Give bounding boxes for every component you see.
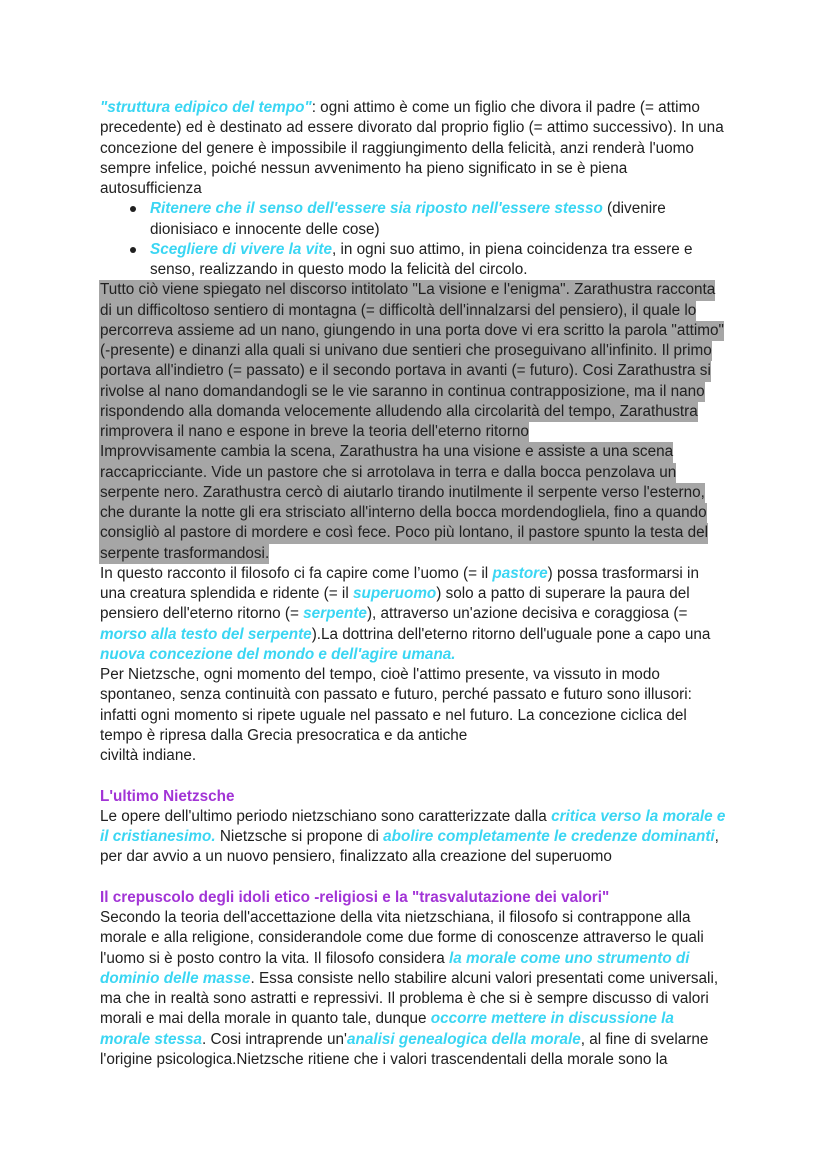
interpretation-line: [100, 625, 725, 645]
story-line: [100, 422, 725, 442]
highlighted-text: raccapricciante. Vide un pastore che si arrotolava in terra e dalla bocca penzolava un: [99, 463, 676, 483]
section-last-nietzsche: [100, 787, 725, 868]
story-line: [100, 402, 725, 422]
intro-paragraph: [100, 98, 725, 199]
bullet-icon: [130, 247, 136, 253]
section-line: [100, 969, 725, 989]
highlighted-text: Tutto ciò viene spiegato nel discorso intitolato "La visione e l'enigma". Zarathustra racconta: [99, 280, 715, 300]
bullet-continuation: dionisiaco e innocente delle cose): [150, 220, 380, 238]
highlighted-text: rivolse al nano domandandogli se le vie saranno in continua contrapposizione, ma il nano: [99, 382, 705, 402]
emphasis-text: morso alla testo del serpente: [100, 625, 312, 643]
intro-line: sempre infelice, poiché nessun avvenimento ha pieno significato in se è piena: [100, 159, 628, 177]
highlighted-text: rimprovera il nano e espone in breve la teoria dell'eterno ritorno: [99, 422, 529, 442]
emphasis-text: pastore: [492, 564, 548, 582]
text-segment: , al fine di svelarne: [580, 1030, 709, 1048]
highlighted-text: di un difficoltoso sentiero di montagna (= difficoltà dell'innalzarsi del pensiero), il quale lo: [99, 301, 696, 321]
bullet-icon: [130, 206, 136, 212]
intro-line: concezione del genere è impossibile il raggiungimento della felicità, anzi renderà l'uomo: [100, 139, 694, 157]
emphasis-text: il cristianesimo.: [100, 828, 216, 845]
emphasis-text: superuomo: [352, 585, 437, 602]
emphasis-text: serpente: [303, 605, 367, 623]
blank-line: [100, 766, 725, 786]
text-segment: In questo racconto il filosofo ci fa capire come l’uomo (= il: [100, 564, 493, 582]
text-segment: morali e mai della morale in quanto tale, dunque: [100, 1010, 431, 1028]
interpretation-line: infatti ogni momento si ripete uguale nel passato e nel futuro. La concezione ciclica del: [100, 706, 687, 724]
interpretation-line: Per Nietzsche, ogni momento del tempo, cioè l'attimo presente, va vissuto in modo: [100, 666, 660, 683]
emphasis-text: analisi genealogica della morale: [346, 1030, 581, 1048]
intro-line: [100, 98, 725, 118]
story-line: [100, 382, 725, 402]
highlighted-text: che durante la notte gli era strisciato all'interno della bocca mordendogliela, fino a quando: [99, 503, 707, 523]
highlighted-text: portava all'indietro (= passato) e il secondo portava in avanti (= futuro). Cosi Zarathustra si: [99, 361, 711, 381]
highlighted-story-block: [100, 280, 725, 564]
story-line: [100, 483, 725, 503]
bullet-item: [100, 199, 725, 219]
highlighted-text: rispondendo alla domanda velocemente alludendo alla circolarità del tempo, Zarathustra: [99, 402, 698, 422]
text-segment: : ogni attimo è come un figlio che divora il padre (= attimo: [311, 99, 700, 116]
story-line: [100, 341, 725, 361]
section-line: ma che in realtà sono astratti e repressivi. Il problema è che si è sempre discusso di valori: [100, 990, 709, 1007]
text-segment: Nietzsche si propone di: [215, 828, 384, 845]
interpretation-line: [100, 645, 725, 665]
emphasis-text: dominio delle masse: [100, 969, 251, 987]
section-heading: L'ultimo Nietzsche: [100, 787, 235, 805]
text-segment: . Cosi intraprende un': [202, 1030, 347, 1048]
story-line: [100, 280, 725, 300]
story-line: [100, 361, 725, 381]
text-segment: (divenire: [602, 200, 666, 218]
story-line: [100, 544, 725, 564]
story-line: [100, 301, 725, 321]
emphasis-text: Scegliere di vivere la vite: [150, 240, 332, 258]
highlighted-text: consigliò al pastore di mordere e così fece. Poco più lontano, il pastore spunto la testa del: [99, 523, 708, 543]
interpretation-line: [100, 564, 725, 584]
emphasis-text: la morale come uno strumento di: [448, 949, 690, 967]
blank-line: [100, 868, 725, 888]
text-segment: ,: [714, 828, 719, 845]
interpretation-line: [100, 584, 725, 604]
bullet-continuation: senso, realizzando in questo modo la felicità del circolo.: [150, 261, 528, 278]
text-segment: ).La dottrina dell'eterno ritorno dell'uguale pone a capo una: [311, 625, 711, 643]
interpretation-line: civiltà indiane.: [100, 747, 197, 764]
highlighted-text: Improvvisamente cambia la scena, Zarathustra ha una visione e assiste a una scena: [99, 442, 673, 462]
bullet-list: [100, 199, 725, 280]
text-segment: l'uomo si è posto contro la vita. Il filosofo considera: [100, 949, 449, 967]
highlighted-text: (-presente) e dinanzi alla quali si univano due sentieri che proseguivano all'infinito. Il primo: [99, 341, 712, 361]
section-line: [100, 1030, 725, 1050]
section-line: Secondo la teoria dell'accettazione della vita nietzschiana, il filosofo si contrappone alla: [100, 909, 691, 926]
bullet-item: [100, 240, 725, 260]
intro-line: precedente) ed è destinato ad essere divorato dal proprio figlio (= attimo successivo). In una: [100, 119, 724, 137]
section-line: [100, 807, 725, 827]
text-segment: pensiero dell'eterno ritorno (=: [100, 605, 304, 623]
section-line: [100, 827, 725, 847]
text-segment: una creatura splendida e ridente (= il: [100, 585, 353, 602]
interpretation-line: spontaneo, senza continuità con passato e futuro, perché passato e futuro sono illusori:: [100, 686, 692, 704]
text-segment: ) possa trasformarsi in: [547, 564, 699, 582]
text-segment: Le opere dell'ultimo periodo nietzschiano sono caratterizzate dalla: [100, 807, 552, 825]
story-line: [100, 523, 725, 543]
interpretation-line: tempo è ripresa dalla Grecia presocratica e da antiche: [100, 726, 468, 744]
interpretation-line: [100, 604, 725, 624]
emphasis-text: critica verso la morale e: [551, 807, 726, 825]
section-line: [100, 1009, 725, 1029]
story-line: [100, 503, 725, 523]
section-heading: Il crepuscolo degli idoli etico -religiosi e la "trasvalutazione dei valori": [100, 888, 610, 906]
story-line: [100, 321, 725, 341]
document-body: [100, 98, 725, 1070]
emphasis-text: Ritenere che il senso dell'essere sia riposto nell'essere stesso: [150, 200, 603, 218]
section-line: l'origine psicologica.Nietzsche ritiene che i valori trascendentali della morale sono la: [100, 1050, 668, 1068]
intro-line: autosufficienza: [100, 180, 202, 197]
section-line: [100, 949, 725, 969]
text-segment: . Essa consiste nello stabilire alcuni valori presentati come universali,: [250, 969, 719, 987]
emphasis-text: occorre mettere in discussione la: [430, 1010, 674, 1028]
highlighted-text: serpente nero. Zarathustra cercò di aiutarlo tirando inutilmente il serpente verso l'esterno,: [99, 483, 705, 503]
highlighted-text: serpente trasformandosi.: [99, 544, 269, 564]
highlighted-text: percorreva assieme ad un nano, giungendo in una porta dove vi era scritto la parola "attimo": [99, 321, 724, 341]
text-segment: ) solo a patto di superare la paura del: [436, 585, 690, 602]
text-segment: ), attraverso un'azione decisiva e coraggiosa (=: [366, 605, 688, 623]
section-line: morale e alla religione, considerandole come due forme di conoscenze attraverso le quali: [100, 929, 704, 947]
text-segment: , in ogni suo attimo, in piena coincidenza tra essere e: [331, 240, 693, 258]
emphasis-text: abolire completamente le credenze dominanti: [383, 828, 715, 845]
emphasis-text: morale stessa: [100, 1030, 203, 1048]
story-line: [100, 442, 725, 462]
emphasis-text: nuova concezione del mondo e dell'agire umana.: [100, 645, 456, 663]
section-twilight-of-idols: [100, 888, 725, 1070]
interpretation-paragraph: [100, 564, 725, 767]
key-term-struttura-edipica: "struttura edipico del tempo": [100, 99, 312, 116]
section-line: per dar avvio a un nuovo pensiero, finalizzato alla creazione del superuomo: [100, 848, 612, 866]
story-line: [100, 463, 725, 483]
